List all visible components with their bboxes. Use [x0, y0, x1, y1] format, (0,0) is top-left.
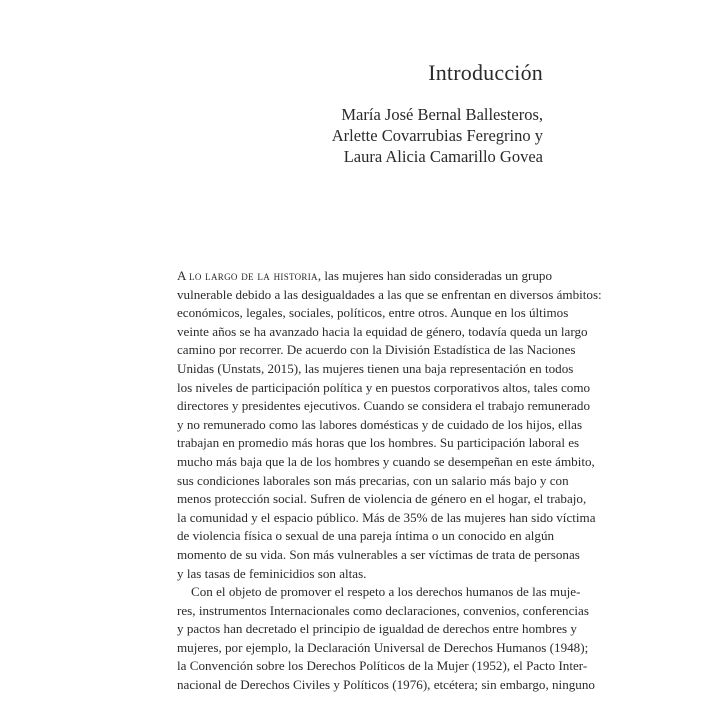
- author-line: María José Bernal Ballesteros,: [341, 105, 543, 124]
- paragraph-line: la comunidad y el espacio público. Más de 35% de las mujeres han sido víctima: [177, 509, 596, 525]
- paragraph-line: momento de su vida. Son más vulnerables a ser víctimas de trata de personas: [177, 546, 580, 562]
- author-line: Laura Alicia Camarillo Govea: [343, 147, 543, 166]
- paragraph-line: y las tasas de feminicidios son altas.: [177, 565, 367, 581]
- paragraph-line: directores y presidentes ejecutivos. Cuando se considera el trabajo remunerado: [177, 398, 591, 414]
- paragraph-line: de violencia física o sexual de una pareja íntima o un conocido en algún: [177, 528, 555, 544]
- paragraph-line-text: , las mujeres han sido consideradas un grupo: [317, 268, 553, 283]
- paragraph-line: y no remunerado como las labores domésticas y de cuidado de los hijos, ellas: [177, 416, 583, 432]
- lead-smallcaps: lo largo de la historia: [189, 268, 318, 283]
- paragraph-line: trabajan en promedio más horas que los hombres. Su participación laboral es: [177, 435, 580, 451]
- paragraph-line: y pactos han decretado el principio de igualdad de derechos entre hombres y: [177, 621, 577, 637]
- lead-initial: A: [177, 268, 186, 283]
- paragraph-line: mujeres, por ejemplo, la Declaración Universal de Derechos Humanos (1948);: [177, 639, 589, 655]
- chapter-title: Introducción: [428, 60, 543, 85]
- body-text: [177, 267, 602, 695]
- paragraph-line: mucho más baja que la de los hombres y cuando se desempeñan en este ámbito,: [177, 453, 595, 469]
- paragraph-line: veinte años se ha avanzado hacia la equidad de género, todavía queda un largo: [177, 323, 588, 339]
- paragraph-line: menos protección social. Sufren de violencia de género en el hogar, el trabajo,: [177, 491, 587, 507]
- paragraph-line: los niveles de participación política y en puestos corporativos altos, tales como: [177, 379, 591, 395]
- paragraph-1-line-1: [177, 267, 553, 286]
- chapter-authors: [332, 104, 543, 167]
- paragraph-line: camino por recorrer. De acuerdo con la División Estadística de las Naciones: [177, 342, 576, 358]
- paragraph-line: nacional de Derechos Civiles y Políticos (1976), etcétera; sin embargo, ninguno: [177, 677, 595, 693]
- paragraph-line: sus condiciones laborales son más precarias, con un salario más bajo y con: [177, 472, 569, 488]
- paragraph-line: res, instrumentos Internacionales como declaraciones, convenios, conferencias: [177, 602, 589, 618]
- paragraph-line: vulnerable debido a las desigualdades a las que se enfrentan en diversos ámbitos:: [177, 286, 602, 302]
- paragraph-line: la Convención sobre los Derechos Políticos de la Mujer (1952), el Pacto Inter-: [177, 658, 588, 674]
- paragraph-line: económicos, legales, sociales, políticos, entre otros. Aunque en los últimos: [177, 305, 569, 321]
- paragraph-2-line: Con el objeto de promover el respeto a los derechos humanos de las muje-: [191, 584, 581, 600]
- paragraph-line: Unidas (Unstats, 2015), las mujeres tienen una baja representación en todos: [177, 360, 574, 376]
- author-line: Arlette Covarrubias Feregrino y: [331, 126, 543, 145]
